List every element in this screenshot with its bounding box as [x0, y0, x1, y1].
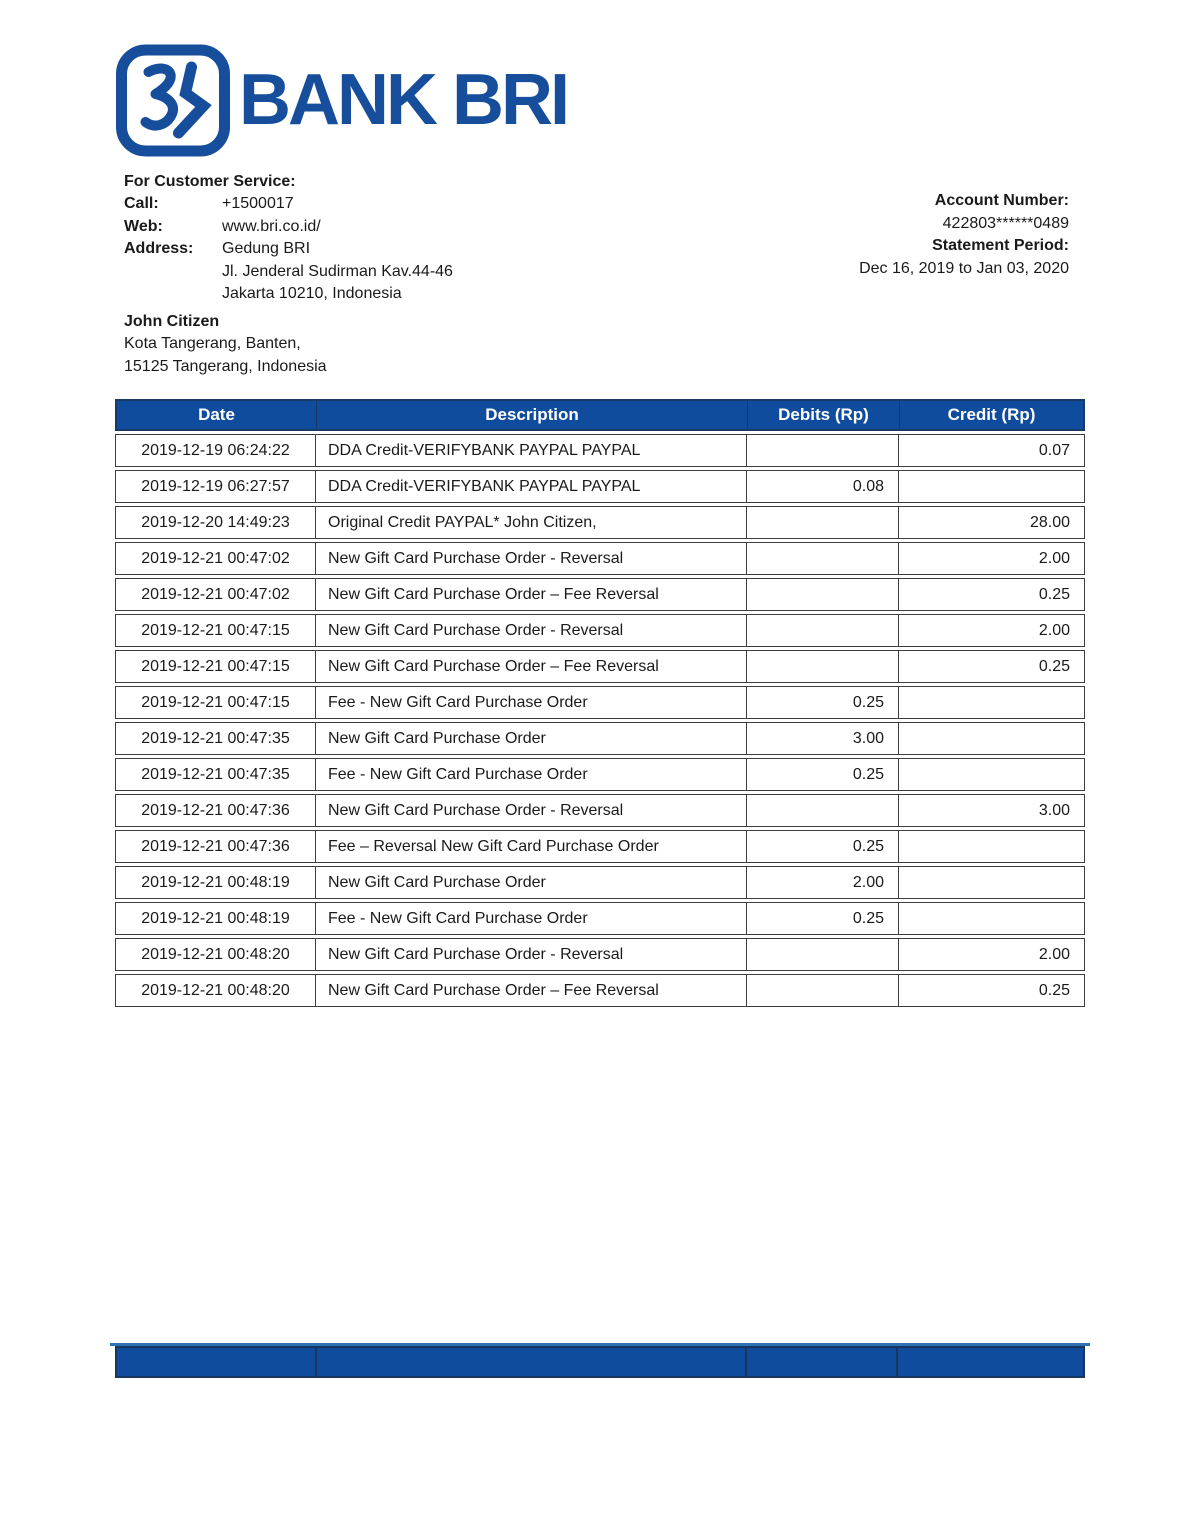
cell-date: 2019-12-21 00:47:35 — [115, 722, 316, 755]
col-header-description: Description — [316, 399, 747, 431]
address-line-3: Jakarta 10210, Indonesia — [222, 285, 402, 303]
customer-address-line-1: Kota Tangerang, Banten, — [124, 335, 301, 353]
bank-logo — [115, 44, 567, 157]
cell-date: 2019-12-21 00:47:02 — [115, 578, 316, 611]
cell-debit — [747, 614, 899, 647]
account-number-label: Account Number: — [934, 192, 1069, 209]
cell-date: 2019-12-21 00:47:15 — [115, 614, 316, 647]
table-row — [115, 614, 1085, 647]
cell-date: 2019-12-21 00:48:20 — [115, 974, 316, 1007]
bank-name: BANK BRI — [239, 60, 567, 140]
cell-debit — [747, 542, 899, 575]
table-row — [115, 470, 1085, 503]
web-value: www.bri.co.id/ — [222, 217, 321, 235]
cell-credit — [899, 758, 1085, 791]
col-header-debits: Debits (Rp) — [747, 399, 899, 431]
footer-cell-debits — [747, 1348, 898, 1376]
cell-date: 2019-12-21 00:48:20 — [115, 938, 316, 971]
cell-description: New Gift Card Purchase Order - Reversal — [316, 938, 747, 971]
cell-description: New Gift Card Purchase Order – Fee Reversal — [316, 578, 747, 611]
customer-service-block — [124, 171, 453, 305]
table-row — [115, 938, 1085, 971]
cell-debit — [747, 506, 899, 539]
cell-debit — [747, 938, 899, 971]
statement-period-label: Statement Period: — [932, 237, 1069, 254]
cell-date: 2019-12-21 00:47:35 — [115, 758, 316, 791]
cell-credit: 0.25 — [899, 578, 1085, 611]
cell-date: 2019-12-21 00:47:15 — [115, 686, 316, 719]
table-header-row — [115, 399, 1085, 431]
cell-credit: 0.25 — [899, 650, 1085, 683]
transactions-body — [115, 434, 1085, 1007]
web-label: Web: — [124, 217, 163, 235]
cell-description: New Gift Card Purchase Order — [316, 722, 747, 755]
call-value: +1500017 — [222, 195, 294, 213]
cell-description: New Gift Card Purchase Order – Fee Reversal — [316, 650, 747, 683]
table-row — [115, 578, 1085, 611]
cell-description: Fee – Reversal New Gift Card Purchase Order — [316, 830, 747, 863]
cell-credit: 0.07 — [899, 434, 1085, 467]
cell-debit: 0.25 — [747, 758, 899, 791]
cell-credit — [899, 722, 1085, 755]
cell-debit: 3.00 — [747, 722, 899, 755]
table-row — [115, 794, 1085, 827]
table-row — [115, 650, 1085, 683]
table-row — [115, 902, 1085, 935]
cell-credit: 0.25 — [899, 974, 1085, 1007]
table-row — [115, 830, 1085, 863]
table-row — [115, 434, 1085, 467]
cell-description: New Gift Card Purchase Order – Fee Reversal — [316, 974, 747, 1007]
customer-address-line-2: 15125 Tangerang, Indonesia — [124, 357, 327, 375]
address-line-1: Gedung BRI — [222, 240, 311, 258]
customer-block — [124, 311, 327, 378]
cell-description: New Gift Card Purchase Order - Reversal — [316, 614, 747, 647]
cell-debit: 0.08 — [747, 470, 899, 503]
table-row — [115, 686, 1085, 719]
footer-bar — [115, 1346, 1085, 1378]
footer-cell-date — [117, 1348, 317, 1376]
statement-period-value: Dec 16, 2019 to Jan 03, 2020 — [859, 259, 1069, 277]
footer-cell-description — [317, 1348, 747, 1376]
cell-date: 2019-12-20 14:49:23 — [115, 506, 316, 539]
account-number-value: 422803******0489 — [942, 214, 1069, 232]
cell-debit — [747, 578, 899, 611]
cell-description: DDA Credit-VERIFYBANK PAYPAL PAYPAL — [316, 434, 747, 467]
cell-description: DDA Credit-VERIFYBANK PAYPAL PAYPAL — [316, 470, 747, 503]
table-row — [115, 506, 1085, 539]
cell-description: New Gift Card Purchase Order - Reversal — [316, 794, 747, 827]
cell-description: Original Credit PAYPAL* John Citizen, — [316, 506, 747, 539]
cell-description: New Gift Card Purchase Order - Reversal — [316, 542, 747, 575]
customer-service-heading: For Customer Service: — [124, 173, 296, 190]
cell-debit: 0.25 — [747, 686, 899, 719]
cell-debit — [747, 650, 899, 683]
cell-debit — [747, 794, 899, 827]
cell-credit — [899, 902, 1085, 935]
transactions-table-wrap — [115, 396, 1085, 1010]
call-label: Call: — [124, 195, 159, 213]
cell-credit — [899, 866, 1085, 899]
cell-credit: 2.00 — [899, 542, 1085, 575]
cell-date: 2019-12-21 00:47:02 — [115, 542, 316, 575]
cell-credit — [899, 830, 1085, 863]
table-row — [115, 542, 1085, 575]
transactions-table — [115, 396, 1085, 1010]
cell-date: 2019-12-21 00:47:36 — [115, 794, 316, 827]
cell-date: 2019-12-21 00:47:15 — [115, 650, 316, 683]
bri-logo-icon — [115, 44, 231, 157]
cell-description: Fee - New Gift Card Purchase Order — [316, 686, 747, 719]
cell-debit: 0.25 — [747, 830, 899, 863]
cell-date: 2019-12-21 00:48:19 — [115, 866, 316, 899]
cell-credit: 3.00 — [899, 794, 1085, 827]
cell-debit: 2.00 — [747, 866, 899, 899]
table-row — [115, 722, 1085, 755]
cell-credit: 28.00 — [899, 506, 1085, 539]
table-row — [115, 866, 1085, 899]
account-info-block — [859, 190, 1069, 280]
cell-date: 2019-12-21 00:48:19 — [115, 902, 316, 935]
cell-credit: 2.00 — [899, 614, 1085, 647]
address-line-2: Jl. Jenderal Sudirman Kav.44-46 — [222, 262, 453, 280]
cell-debit — [747, 974, 899, 1007]
customer-name: John Citizen — [124, 313, 220, 330]
address-label: Address: — [124, 240, 194, 258]
cell-description: New Gift Card Purchase Order — [316, 866, 747, 899]
cell-credit: 2.00 — [899, 938, 1085, 971]
col-header-date: Date — [115, 399, 316, 431]
cell-date: 2019-12-21 00:47:36 — [115, 830, 316, 863]
cell-debit: 0.25 — [747, 902, 899, 935]
cell-date: 2019-12-19 06:27:57 — [115, 470, 316, 503]
cell-description: Fee - New Gift Card Purchase Order — [316, 902, 747, 935]
cell-description: Fee - New Gift Card Purchase Order — [316, 758, 747, 791]
cell-credit — [899, 470, 1085, 503]
cell-date: 2019-12-19 06:24:22 — [115, 434, 316, 467]
footer-cell-credit — [898, 1348, 1083, 1376]
table-row — [115, 758, 1085, 791]
cell-credit — [899, 686, 1085, 719]
cell-debit — [747, 434, 899, 467]
table-row — [115, 974, 1085, 1007]
col-header-credit: Credit (Rp) — [899, 399, 1085, 431]
